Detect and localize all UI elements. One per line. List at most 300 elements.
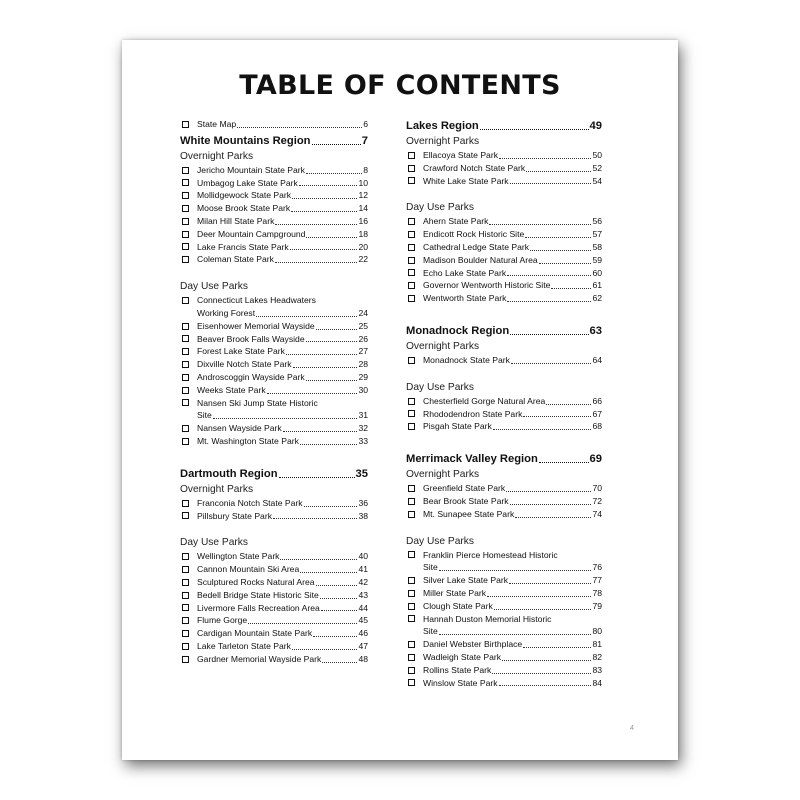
region-heading-monadnock[interactable]: Monadnock Region 63 [406, 324, 602, 337]
entry-name: Mollidgewock State Park [197, 190, 292, 201]
checkbox-icon[interactable] [408, 590, 415, 597]
checkbox-icon[interactable] [182, 121, 189, 128]
leader-dots [511, 363, 591, 364]
checkbox-icon[interactable] [408, 257, 415, 264]
checkbox-icon[interactable] [182, 566, 189, 573]
entry-name: Moose Brook State Park [197, 203, 291, 214]
checkbox-icon[interactable] [408, 295, 415, 302]
entry-name: Chesterfield Gorge Natural Area [423, 395, 546, 406]
entry-list [180, 497, 368, 523]
entry-page-number: 36 [358, 497, 368, 508]
section-label: Overnight Parks [180, 150, 254, 162]
toc-entry-continuation[interactable]: Site 31 [197, 410, 368, 421]
toc-entry[interactable] [180, 228, 368, 241]
toc-entry-continuation[interactable]: Site 80 [423, 626, 602, 637]
entry-page-number: 59 [592, 254, 602, 265]
entry-name: Crawford Notch State Park [423, 162, 526, 173]
leader-dots [293, 367, 358, 368]
entry-page-number: 43 [358, 589, 368, 600]
toc-entry[interactable] [180, 497, 368, 510]
entry-name: Clough State Park [423, 600, 493, 611]
entry-name: Cardigan Mountain State Park [197, 628, 313, 639]
checkbox-icon[interactable] [182, 167, 189, 174]
section-label: Overnight Parks [406, 136, 480, 147]
entry-name: Pillsbury State Park [197, 510, 272, 521]
entry-list [406, 215, 602, 305]
toc-left-column [180, 118, 368, 666]
leader-dots [273, 518, 357, 519]
entry-name: Umbagog Lake State Park [197, 177, 298, 188]
toc-entry[interactable]: Franklin Pierce Homestead Historic [406, 549, 602, 562]
entry-name: Mt. Sunapee State Park [423, 508, 515, 519]
toc-entry[interactable] [180, 602, 368, 615]
toc-entry[interactable] [180, 345, 368, 358]
toc-entry[interactable] [180, 371, 368, 384]
checkbox-icon[interactable] [408, 577, 415, 584]
leader-dots [499, 158, 591, 159]
checkbox-icon[interactable] [182, 387, 189, 394]
entry-list [180, 550, 368, 665]
leader-dots [237, 127, 362, 128]
toc-entry[interactable] [180, 202, 368, 215]
entry-page-number: 72 [592, 495, 602, 506]
checkbox-icon[interactable] [408, 679, 415, 686]
leader-dots [299, 185, 358, 186]
entry-page-number: 83 [592, 664, 602, 675]
section-label: Day Use Parks [406, 535, 474, 547]
checkbox-icon[interactable] [182, 425, 189, 432]
toc-entry[interactable] [180, 435, 368, 448]
toc-entry[interactable] [180, 653, 368, 666]
leader-dots [502, 660, 591, 661]
entry-page-number: 61 [592, 280, 602, 291]
toc-right-column [406, 118, 602, 689]
checkbox-icon[interactable] [408, 423, 415, 430]
entry-page-number: 68 [592, 421, 602, 432]
checkbox-icon[interactable] [182, 348, 189, 355]
leader-dots [267, 393, 358, 394]
toc-entry[interactable] [406, 495, 602, 508]
checkbox-icon[interactable] [408, 615, 415, 622]
checkbox-icon[interactable] [408, 282, 415, 289]
toc-entry[interactable] [406, 420, 602, 433]
checkbox-icon[interactable] [182, 630, 189, 637]
entry-page-number: 25 [358, 320, 368, 331]
entry-list [406, 482, 602, 520]
leader-dots [291, 211, 357, 212]
leader-dots [316, 585, 358, 586]
leader-dots [539, 462, 589, 463]
entry-name: Forest Lake State Park [197, 346, 285, 357]
toc-entry[interactable] [406, 149, 602, 162]
leader-dots [280, 559, 357, 560]
entry-page-number: 56 [592, 216, 602, 227]
toc-entry-continuation[interactable]: Working Forest 24 [197, 307, 368, 318]
checkbox-icon[interactable] [408, 269, 415, 276]
checkbox-icon[interactable] [182, 243, 189, 250]
leader-dots [213, 418, 358, 419]
leader-dots [290, 249, 358, 250]
entry-name: Jericho Mountain State Park [197, 164, 305, 175]
toc-entry[interactable]: Nansen Ski Jump State Historic [180, 397, 368, 410]
toc-entry[interactable] [180, 550, 368, 563]
leader-dots [523, 416, 591, 417]
checkbox-icon[interactable] [182, 256, 189, 263]
entry-page-number: 79 [592, 600, 602, 611]
entry-name: Rhododendron State Park [423, 408, 523, 419]
entry-name: Weeks State Park [197, 384, 266, 395]
toc-entry[interactable] [406, 292, 602, 305]
checkbox-icon[interactable] [182, 335, 189, 342]
entry-name: Ellacoya State Park [423, 150, 498, 160]
document-page [122, 40, 678, 760]
checkbox-icon[interactable] [182, 579, 189, 586]
toc-entry[interactable] [180, 164, 368, 177]
leader-dots [492, 673, 591, 674]
entry-page-number: 20 [358, 241, 368, 252]
entry-name: White Lake State Park [423, 175, 509, 186]
entry-name: Pisgah State Park [423, 421, 492, 432]
entry-name: Wadleigh State Park [423, 651, 502, 662]
section-label: Day Use Parks [406, 381, 474, 393]
entry-name: Monadnock State Park [423, 354, 510, 365]
entry-page-number: 38 [358, 510, 368, 521]
entry-name: Cannon Mountain Ski Area [197, 564, 300, 575]
leader-dots [320, 598, 358, 599]
checkbox-icon[interactable] [182, 399, 189, 406]
entry-name: Rollins State Park [423, 664, 492, 675]
checkbox-icon[interactable] [408, 218, 415, 225]
toc-entry[interactable] [180, 177, 368, 190]
checkbox-icon[interactable] [182, 500, 189, 507]
region-heading-lakes[interactable]: Lakes Region 49 [406, 120, 602, 132]
leader-dots [292, 649, 357, 650]
entry-name: Lake Francis State Park [197, 241, 289, 252]
checkbox-icon[interactable] [408, 410, 415, 417]
checkbox-icon[interactable] [182, 361, 189, 368]
entry-page-number: 66 [592, 395, 602, 406]
entry-page-number: 41 [358, 564, 368, 575]
checkbox-icon[interactable] [408, 398, 415, 405]
checkbox-icon[interactable] [182, 205, 189, 212]
toc-entry[interactable]: Hannah Duston Memorial Historic [406, 613, 602, 626]
entry-list [180, 422, 368, 448]
leader-dots [300, 444, 358, 445]
leader-dots [515, 517, 591, 518]
entry-page-number: 12 [358, 190, 368, 201]
entry-name: Milan Hill State Park [197, 215, 275, 226]
toc-entry[interactable] [406, 175, 602, 188]
leader-dots [312, 144, 361, 145]
checkbox-icon[interactable] [182, 231, 189, 238]
entry-page-number: 70 [592, 483, 602, 494]
entry-page-number: 33 [358, 435, 368, 446]
entry-page-number: 54 [592, 175, 602, 186]
leader-dots [306, 380, 358, 381]
entry-name: Cathedral Ledge State Park [423, 241, 530, 252]
entry-list [406, 354, 602, 367]
toc-entry[interactable] [180, 627, 368, 640]
leader-dots [279, 477, 355, 478]
checkbox-icon[interactable] [182, 179, 189, 186]
entry-page-number: 50 [592, 150, 602, 160]
leader-dots [306, 237, 357, 238]
leader-dots [525, 237, 591, 238]
entry-page-number: 42 [358, 576, 368, 587]
checkbox-icon[interactable] [408, 244, 415, 251]
entry-name: Livermore Falls Recreation Area [197, 602, 320, 613]
entry-page-number: 10 [358, 177, 368, 188]
page-number: 4 [629, 723, 634, 732]
checkbox-icon[interactable] [408, 165, 415, 172]
entry-name: Silver Lake State Park [423, 575, 509, 586]
entry-page-number: 46 [358, 628, 368, 639]
checkbox-icon[interactable] [182, 512, 189, 519]
entry-name: Dixville Notch State Park [197, 359, 292, 370]
entry-name: Nansen Wayside Park [197, 423, 282, 434]
leader-dots [493, 429, 592, 430]
entry-page-number: 29 [358, 371, 368, 382]
checkbox-icon[interactable] [182, 553, 189, 560]
leader-dots [292, 198, 357, 199]
leader-dots [507, 275, 591, 276]
entry-name: Wentworth State Park [423, 293, 507, 304]
toc-entry[interactable] [406, 267, 602, 280]
entry-page-number: 45 [358, 615, 368, 626]
checkbox-icon[interactable] [182, 297, 189, 304]
toc-entry[interactable]: State Map 6 [180, 118, 368, 131]
checkbox-icon[interactable] [182, 643, 189, 650]
checkbox-icon[interactable] [408, 485, 415, 492]
leader-dots [487, 596, 591, 597]
entry-list [406, 574, 602, 612]
toc-entry[interactable] [180, 189, 368, 202]
toc-entry[interactable] [180, 253, 368, 266]
toc-entry[interactable] [180, 422, 368, 435]
entry-page-number: 26 [358, 333, 368, 344]
leader-dots [526, 171, 591, 172]
leader-dots [510, 334, 588, 335]
toc-entry[interactable] [180, 320, 368, 333]
entry-page-number: 44 [358, 602, 368, 613]
checkbox-icon[interactable] [408, 152, 415, 159]
toc-entry[interactable] [406, 241, 602, 254]
entry-page-number: 60 [592, 267, 602, 278]
entry-name: Echo Lake State Park [423, 267, 507, 278]
leader-dots [523, 647, 591, 648]
toc-entry[interactable] [406, 408, 602, 421]
entry-page-number: 8 [363, 164, 368, 175]
entry-name: Winslow State Park [423, 677, 498, 688]
entry-name: Greenfield State Park [423, 483, 506, 494]
checkbox-icon[interactable] [182, 592, 189, 599]
section-label: Overnight Parks [406, 469, 480, 481]
leader-dots [313, 636, 357, 637]
toc-entry[interactable] [406, 508, 602, 521]
leader-dots [283, 431, 358, 432]
leader-dots [275, 224, 357, 225]
checkbox-icon[interactable] [408, 357, 415, 364]
leader-dots [256, 316, 357, 317]
toc-entry[interactable] [406, 228, 602, 241]
checkbox-icon[interactable] [182, 374, 189, 381]
entry-name: Deer Mountain Campground [197, 228, 306, 239]
checkbox-icon[interactable] [408, 641, 415, 648]
entry-page-number: 28 [358, 359, 368, 370]
toc-entry[interactable]: Connecticut Lakes Headwaters [180, 294, 368, 307]
entry-page-number: 18 [358, 228, 368, 239]
leader-dots [546, 404, 591, 405]
toc-entry[interactable] [180, 640, 368, 653]
toc-entry[interactable] [406, 279, 602, 292]
leader-dots [439, 570, 592, 571]
region-heading-dartmouth[interactable]: Dartmouth Region 35 [180, 467, 368, 480]
entry-page-number: 77 [592, 575, 602, 586]
leader-dots [321, 610, 358, 611]
leader-dots [248, 623, 357, 624]
entry-name: Miller State Park [423, 587, 487, 598]
checkbox-icon[interactable] [408, 177, 415, 184]
entry-page-number: 47 [358, 640, 368, 651]
toc-entry[interactable] [406, 651, 602, 664]
checkbox-icon[interactable] [408, 654, 415, 661]
leader-dots [551, 288, 591, 289]
checkbox-icon[interactable] [182, 617, 189, 624]
toc-entry[interactable] [180, 333, 368, 346]
checkbox-icon[interactable] [408, 603, 415, 610]
leader-dots [275, 262, 358, 263]
leader-dots [507, 301, 591, 302]
entry-name: Flume Gorge [197, 615, 248, 626]
leader-dots [510, 504, 592, 505]
toc-entry[interactable] [406, 395, 602, 408]
toc-entry[interactable] [406, 677, 602, 690]
toc-entry[interactable] [180, 241, 368, 254]
leader-dots [499, 685, 592, 686]
toc-entry[interactable] [180, 215, 368, 228]
entry-name: Sculptured Rocks Natural Area [197, 576, 315, 587]
region-heading-white-mountains[interactable]: White Mountains Region 7 [180, 134, 368, 147]
entry-name: Wellington State Park [197, 551, 280, 562]
entry-name: Gardner Memorial Wayside Park [197, 653, 322, 664]
toc-entry[interactable] [406, 638, 602, 651]
region-heading-merrimack[interactable]: Merrimack Valley Region 69 [406, 453, 602, 466]
page-title: TABLE OF CONTENTS [239, 70, 561, 101]
entry-page-number: 16 [358, 215, 368, 226]
toc-entry[interactable] [406, 162, 602, 175]
entry-name: Eisenhower Memorial Wayside [197, 320, 315, 331]
entry-page-number: 74 [592, 508, 602, 519]
toc-entry[interactable] [406, 254, 602, 267]
leader-dots [306, 341, 358, 342]
checkbox-icon[interactable] [182, 323, 189, 330]
toc-entry[interactable] [180, 576, 368, 589]
leader-dots [509, 583, 591, 584]
toc-entry[interactable] [406, 664, 602, 677]
entry-page-number: 52 [592, 162, 602, 173]
entry-page-number: 30 [358, 384, 368, 395]
entry-page-number: 64 [592, 354, 602, 365]
toc-entry[interactable] [406, 600, 602, 613]
section-label: Overnight Parks [406, 340, 480, 352]
toc-entry[interactable] [180, 589, 368, 602]
checkbox-icon[interactable] [182, 604, 189, 611]
toc-entry[interactable] [180, 510, 368, 523]
leader-dots [316, 329, 358, 330]
entry-page-number: 14 [358, 203, 368, 214]
checkbox-icon[interactable] [182, 192, 189, 199]
entry-name: Daniel Webster Birthplace [423, 639, 523, 650]
entry-page-number: 58 [592, 241, 602, 252]
entry-page-number: 22 [358, 254, 368, 265]
entry-list [406, 395, 602, 433]
entry-name: Endicott Rock Historic Site [423, 229, 525, 240]
checkbox-icon[interactable] [182, 218, 189, 225]
entry-page-number: 78 [592, 587, 602, 598]
checkbox-icon[interactable] [408, 667, 415, 674]
leader-dots [304, 506, 358, 507]
entry-name: Bear Brook State Park [423, 495, 509, 506]
entry-page-number: 62 [592, 293, 602, 304]
checkbox-icon[interactable] [182, 656, 189, 663]
entry-page-number: 67 [592, 408, 602, 419]
checkbox-icon[interactable] [408, 498, 415, 505]
entry-page-number: 48 [358, 653, 368, 664]
checkbox-icon[interactable] [408, 231, 415, 238]
section-label: Day Use Parks [180, 537, 248, 549]
section-label: Day Use Parks [406, 202, 474, 214]
leader-dots [494, 609, 592, 610]
toc-entry[interactable] [406, 482, 602, 495]
entry-list [406, 149, 602, 187]
leader-dots [489, 224, 591, 225]
toc-entry[interactable] [406, 587, 602, 600]
toc-entry[interactable] [406, 574, 602, 587]
toc-entry-continuation[interactable]: Site 76 [423, 562, 602, 573]
entry-name: Mt. Washington State Park [197, 435, 299, 446]
leader-dots [539, 263, 592, 264]
leader-dots [286, 354, 358, 355]
entry-name: Lake Tarleton State Park [197, 640, 291, 651]
toc-entry[interactable] [406, 215, 602, 228]
checkbox-icon[interactable] [408, 551, 415, 558]
entry-name: Coleman State Park [197, 254, 274, 265]
entry-page-number: 82 [592, 651, 602, 662]
checkbox-icon[interactable] [182, 438, 189, 445]
entry-list [406, 638, 602, 689]
entry-name: Ahern State Park [423, 216, 489, 227]
section-label: Overnight Parks [180, 483, 254, 495]
section-label: Day Use Parks [180, 281, 248, 293]
entry-page-number: 81 [592, 639, 602, 650]
toc-entry[interactable] [180, 358, 368, 371]
entry-page-number: 84 [592, 677, 602, 688]
checkbox-icon[interactable] [408, 511, 415, 518]
toc-entry[interactable] [180, 614, 368, 627]
entry-name: Beaver Brook Falls Wayside [197, 333, 305, 344]
entry-page-number: 57 [592, 229, 602, 240]
leader-dots [306, 173, 362, 174]
toc-entry[interactable] [180, 384, 368, 397]
entry-page-number: 32 [358, 423, 368, 434]
toc-entry[interactable] [180, 563, 368, 576]
entry-name: Madison Boulder Natural Area [423, 254, 538, 265]
leader-dots [322, 662, 357, 663]
toc-entry[interactable] [406, 354, 602, 367]
leader-dots [300, 572, 357, 573]
leader-dots [530, 250, 591, 251]
entry-list [180, 164, 368, 266]
